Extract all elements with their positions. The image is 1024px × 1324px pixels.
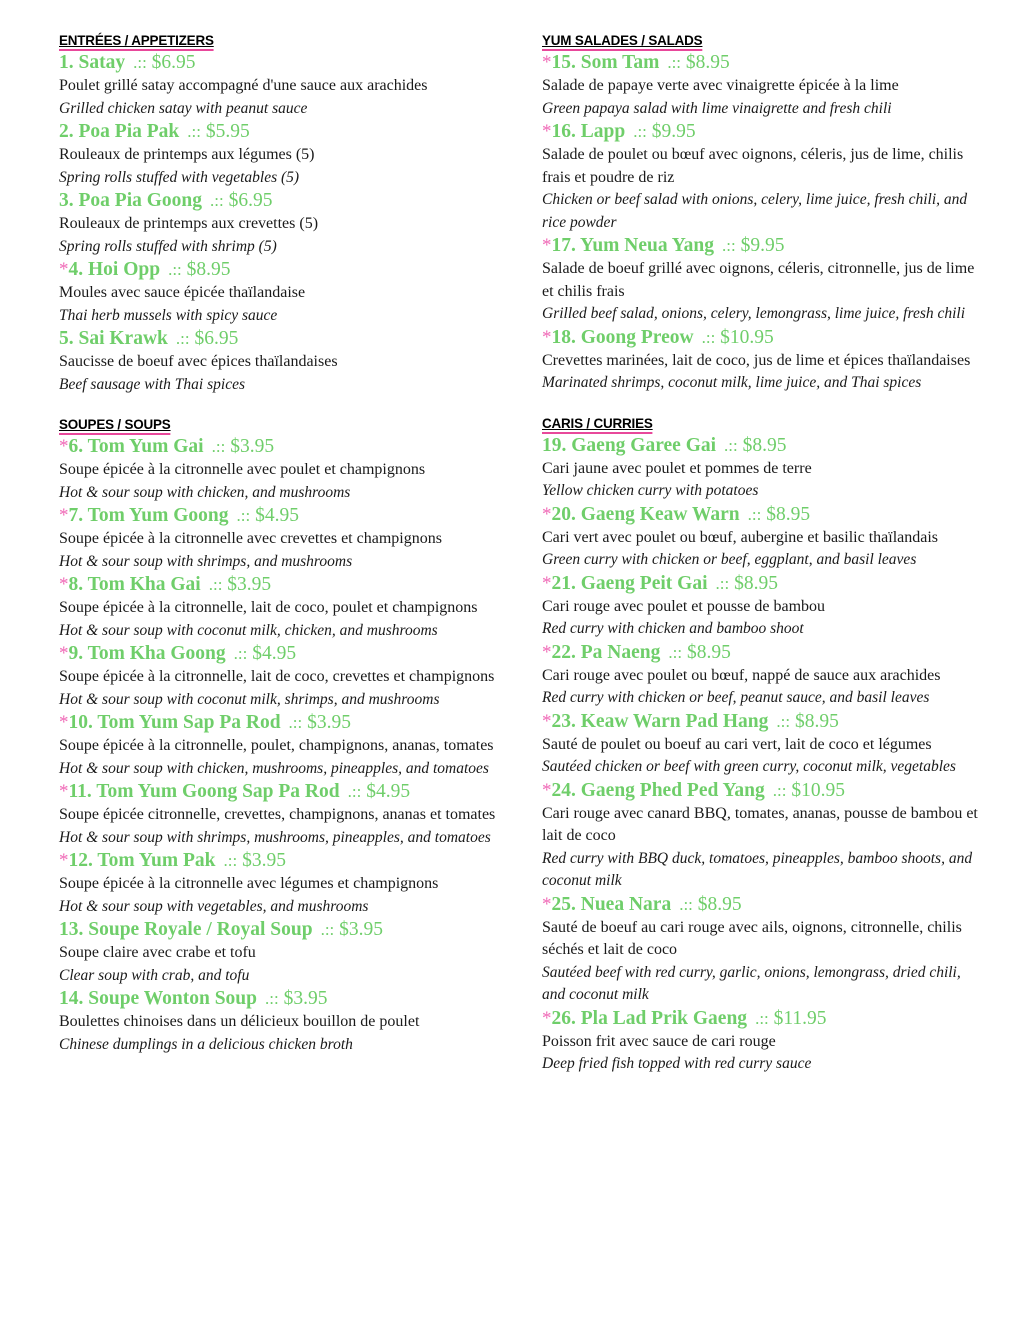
price-separator: .::: [724, 435, 738, 455]
menu-item: [542, 51, 982, 120]
item-description-en: Grilled chicken satay with peanut sauce: [59, 99, 308, 117]
price-separator: .::: [772, 780, 787, 800]
item-name: 14. Soupe Wonton Soup: [59, 988, 257, 1009]
item-description-fr: Sauté de boeuf au cari rouge avec ails, oignons, citronnelle, chilis séchés et lait de coco: [542, 918, 962, 958]
section-items: [59, 435, 499, 1056]
spicy-star-icon: *: [542, 503, 552, 525]
item-price: $3.95: [278, 988, 328, 1009]
menu-section: [59, 30, 499, 396]
item-title: [542, 503, 982, 527]
item-description-en: Red curry with chicken and bamboo shoot: [542, 620, 804, 637]
item-description-en: Chicken or beef salad with onions, celery, lime juice, fresh chili, and rice powder: [542, 191, 968, 231]
item-price: $10.95: [715, 326, 774, 348]
price-separator: .::: [667, 53, 682, 72]
item-name: 4. Hoi Opp: [68, 259, 161, 280]
item-description-en: Chinese dumplings in a delicious chicken broth: [59, 1035, 353, 1053]
item-price: $8.95: [729, 572, 778, 594]
item-title: [59, 642, 499, 666]
section-items: [59, 51, 499, 396]
price-separator: .::: [288, 713, 303, 732]
item-title: [542, 779, 982, 803]
item-title: [59, 327, 499, 351]
item-title: [542, 893, 982, 917]
item-description-en: Red curry with chicken or beef, peanut sauce, and basil leaves: [542, 689, 930, 706]
menu-item: [542, 1007, 982, 1076]
spicy-star-icon: *: [59, 505, 69, 526]
price-separator: .::: [679, 894, 693, 914]
item-description-fr: Soupe épicée à la citronnelle, lait de coco, poulet et champignons: [59, 599, 478, 616]
price-separator: .::: [208, 575, 223, 594]
item-title: [542, 572, 982, 596]
price-separator: .::: [133, 53, 147, 72]
item-title: [59, 435, 499, 459]
item-description-en: Hot & sour soup with shrimps, mushrooms, pineapples, and tomatoes: [59, 828, 491, 846]
item-title: [542, 51, 982, 75]
item-description-fr: Soupe épicée à la citronnelle avec crevettes et champignons: [59, 530, 442, 547]
item-name: 3. Poa Pia Goong: [59, 190, 203, 211]
price-separator: .::: [747, 504, 762, 524]
item-description-fr: Sauté de poulet ou boeuf au cari vert, lait de coco et légumes: [542, 735, 932, 753]
item-price: $8.95: [181, 259, 231, 280]
item-description-en: Marinated shrimps, coconut milk, lime juice, and Thai spices: [542, 374, 922, 391]
item-description-fr: Cari rouge avec canard BBQ, tomates, ananas, pousse de bambou et lait de coco: [542, 804, 978, 844]
spicy-star-icon: *: [59, 574, 69, 595]
item-description-fr: Salade de poulet ou bœuf avec oignons, céleris, jus de lime, chilis frais et poudre de riz: [542, 146, 964, 186]
menu-item: [59, 258, 499, 327]
price-separator: .::: [187, 122, 201, 141]
price-separator: .::: [236, 506, 251, 525]
menu-item: [59, 573, 499, 642]
item-description-fr: Cari jaune avec poulet et pommes de terre: [542, 459, 812, 477]
item-name: 12. Tom Yum Pak: [68, 850, 216, 871]
item-name: 24. Gaeng Phed Ped Yang: [551, 779, 765, 801]
item-price: $3.95: [334, 919, 384, 940]
section-title: ENTRÉES / APPETIZERS: [59, 31, 214, 51]
menu-item: [542, 234, 982, 326]
menu-item: [59, 642, 499, 711]
menu-item: [59, 918, 499, 987]
item-name: 10. Tom Yum Sap Pa Rod: [68, 712, 281, 733]
item-price: $4.95: [247, 643, 297, 664]
spicy-star-icon: *: [542, 235, 552, 256]
item-name: 26. Pla Lad Prik Gaeng: [551, 1007, 748, 1029]
item-name: 18. Goong Preow: [551, 326, 694, 348]
item-title: [59, 189, 499, 213]
item-description-en: Hot & sour soup with coconut milk, shrimps, and mushrooms: [59, 690, 440, 708]
menu-section: [542, 30, 982, 395]
price-separator: .::: [175, 329, 190, 348]
item-title: [542, 120, 982, 144]
menu-item: [542, 710, 982, 779]
menu-item: [542, 572, 982, 641]
item-name: 6. Tom Yum Gai: [68, 436, 204, 457]
spicy-star-icon: *: [59, 436, 69, 457]
item-description-fr: Crevettes marinées, lait de coco, jus de lime et épices thaïlandaises: [542, 351, 971, 369]
price-separator: .::: [320, 920, 335, 939]
item-price: $3.95: [222, 574, 272, 595]
item-name: 13. Soupe Royale / Royal Soup: [59, 919, 313, 940]
item-price: $3.95: [225, 436, 275, 457]
item-name: 11. Tom Yum Goong Sap Pa Rod: [68, 781, 340, 802]
item-price: $10.95: [786, 779, 845, 801]
item-price: $8.95: [761, 503, 811, 525]
item-price: $9.95: [735, 235, 785, 256]
item-description-en: Spring rolls stuffed with shrimp (5): [59, 237, 277, 255]
item-description-fr: Soupe épicée citronnelle, crevettes, champignons, ananas et tomates: [59, 806, 496, 823]
price-separator: .::: [776, 711, 791, 731]
spicy-star-icon: *: [542, 326, 552, 348]
price-separator: .::: [223, 851, 238, 870]
spicy-star-icon: *: [542, 1007, 552, 1029]
item-title: [59, 849, 499, 873]
menu-item: [59, 51, 499, 120]
item-title: [59, 780, 499, 804]
item-title: [542, 326, 982, 350]
item-description-en: Red curry with BBQ duck, tomatoes, pineapples, bamboo shoots, and coconut milk: [542, 849, 973, 889]
item-name: 1. Satay: [59, 52, 126, 73]
item-description-fr: Cari rouge avec poulet et pousse de bambou: [542, 597, 826, 615]
menu-item: [542, 120, 982, 234]
item-description-fr: Poisson frit avec sauce de cari rouge: [542, 1032, 776, 1050]
price-separator: .::: [347, 782, 362, 801]
price-separator: .::: [633, 122, 647, 141]
menu-section: [542, 413, 982, 1076]
price-separator: .::: [722, 236, 736, 255]
menu-item: [59, 711, 499, 780]
price-separator: .::: [668, 642, 683, 662]
spicy-star-icon: *: [542, 779, 552, 801]
item-description-fr: Poulet grillé satay accompagné d'une sauce aux arachides: [59, 77, 428, 94]
price-separator: .::: [264, 989, 279, 1008]
item-title: [59, 987, 499, 1011]
menu-item: [59, 189, 499, 258]
item-price: $9.95: [646, 121, 696, 142]
spicy-star-icon: *: [542, 710, 552, 732]
item-title: [542, 434, 982, 458]
item-description-en: Hot & sour soup with coconut milk, chicken, and mushrooms: [59, 621, 438, 639]
item-description-fr: Soupe épicée à la citronnelle, poulet, champignons, ananas, tomates: [59, 737, 494, 754]
item-price: $3.95: [237, 850, 286, 871]
menu-item: [542, 434, 982, 503]
item-description-en: Spring rolls stuffed with vegetables (5): [59, 168, 300, 186]
item-title: [59, 504, 499, 528]
spicy-star-icon: *: [59, 259, 69, 280]
price-separator: .::: [210, 191, 224, 210]
item-price: $5.95: [200, 121, 250, 142]
item-title: [542, 234, 982, 258]
item-description-en: Yellow chicken curry with potatoes: [542, 482, 759, 499]
item-title: [59, 258, 499, 282]
item-title: [59, 120, 499, 144]
item-name: 25. Nuea Nara: [551, 893, 672, 915]
item-description-en: Thai herb mussels with spicy sauce: [59, 306, 278, 324]
item-description-fr: Rouleaux de printemps aux crevettes (5): [59, 215, 319, 232]
price-separator: .::: [755, 1008, 769, 1028]
item-name: 15. Som Tam: [551, 52, 660, 73]
item-description-fr: Soupe épicée à la citronnelle avec légumes et champignons: [59, 875, 439, 892]
spicy-star-icon: *: [59, 643, 69, 664]
spicy-star-icon: *: [59, 712, 69, 733]
item-description-fr: Soupe épicée à la citronnelle avec poulet et champignons: [59, 461, 426, 478]
spicy-star-icon: *: [542, 121, 552, 142]
section-items: [542, 51, 982, 395]
item-name: 2. Poa Pia Pak: [59, 121, 180, 142]
item-name: 19. Gaeng Garee Gai: [542, 434, 717, 456]
price-separator: .::: [701, 327, 716, 347]
item-price: $3.95: [302, 712, 351, 733]
spicy-star-icon: *: [59, 850, 69, 871]
price-separator: .::: [168, 260, 182, 279]
item-description-en: Sautéed beef with red curry, garlic, onions, lemongrass, dried chili, and coconut milk: [542, 963, 961, 1003]
item-price: $8.95: [692, 893, 742, 915]
menu-item: [542, 779, 982, 893]
item-title: [542, 641, 982, 665]
menu-item: [542, 641, 982, 710]
item-title: [542, 1007, 982, 1031]
spicy-star-icon: *: [542, 893, 552, 915]
item-name: 20. Gaeng Keaw Warn: [551, 503, 740, 525]
section-title: CARIS / CURRIES: [542, 414, 653, 434]
item-description-fr: Boulettes chinoises dans un délicieux bouillon de poulet: [59, 1013, 420, 1030]
item-description-en: Hot & sour soup with vegetables, and mushrooms: [59, 897, 369, 915]
item-price: $8.95: [682, 641, 731, 663]
menu-section: [59, 414, 499, 1056]
item-title: [542, 710, 982, 734]
item-description-en: Hot & sour soup with chicken, mushrooms, pineapples, and tomatoes: [59, 759, 489, 777]
item-title: [59, 573, 499, 597]
menu-item: [542, 893, 982, 1007]
item-name: 16. Lapp: [551, 121, 626, 142]
item-title: [59, 711, 499, 735]
item-description-fr: Moules avec sauce épicée thaïlandaise: [59, 284, 306, 301]
menu-item: [59, 849, 499, 918]
section-items: [542, 434, 982, 1076]
item-description-en: Clear soup with crab, and tofu: [59, 966, 250, 984]
menu-item: [59, 987, 499, 1056]
item-name: 21. Gaeng Peit Gai: [551, 572, 708, 594]
price-separator: .::: [233, 644, 248, 663]
spicy-star-icon: *: [542, 52, 552, 73]
section-title: SOUPES / SOUPS: [59, 415, 171, 435]
item-name: 5. Sai Krawk: [59, 328, 168, 349]
item-name: 9. Tom Kha Goong: [68, 643, 226, 664]
item-price: $4.95: [250, 505, 299, 526]
item-description-fr: Salade de papaye verte avec vinaigrette épicée à la lime: [542, 77, 899, 94]
item-description-en: Green curry with chicken or beef, eggplant, and basil leaves: [542, 551, 917, 568]
item-description-en: Sautéed chicken or beef with green curry, coconut milk, vegetables: [542, 758, 956, 775]
left-column: [59, 30, 499, 1056]
right-column: [542, 30, 982, 1076]
item-price: $8.95: [790, 710, 839, 732]
item-name: 17. Yum Neua Yang: [551, 235, 715, 256]
item-description-en: Beef sausage with Thai spices: [59, 375, 245, 393]
item-description-en: Deep fried fish topped with red curry sauce: [542, 1055, 812, 1072]
item-title: [59, 918, 499, 942]
item-price: $6.95: [146, 52, 196, 73]
price-separator: .::: [211, 437, 226, 456]
item-description-fr: Salade de boeuf grillé avec oignons, céleris, citronnelle, jus de lime et chilis frais: [542, 260, 975, 300]
menu-item: [542, 503, 982, 572]
menu-item: [59, 327, 499, 396]
spicy-star-icon: *: [542, 572, 552, 594]
item-title: [59, 51, 499, 75]
item-name: 8. Tom Kha Gai: [68, 574, 201, 595]
spicy-star-icon: *: [59, 781, 69, 802]
item-price: $8.95: [737, 434, 787, 456]
item-description-en: Grilled beef salad, onions, celery, lemongrass, lime juice, fresh chili: [542, 305, 966, 322]
item-description-en: Hot & sour soup with shrimps, and mushrooms: [59, 552, 353, 570]
item-description-fr: Cari vert avec poulet ou bœuf, aubergine et basilic thaïlandais: [542, 528, 939, 546]
item-price: $11.95: [768, 1007, 827, 1029]
item-description-fr: Soupe épicée à la citronnelle, lait de coco, crevettes et champignons: [59, 668, 495, 685]
item-price: $8.95: [681, 52, 730, 73]
item-price: $4.95: [361, 781, 411, 802]
spicy-star-icon: *: [542, 641, 552, 663]
item-description-fr: Soupe claire avec crabe et tofu: [59, 944, 256, 961]
item-description-en: Hot & sour soup with chicken, and mushrooms: [59, 483, 351, 501]
menu-item: [59, 780, 499, 849]
menu-item: [59, 120, 499, 189]
item-price: $6.95: [189, 328, 239, 349]
menu-item: [59, 504, 499, 573]
item-name: 23. Keaw Warn Pad Hang: [551, 710, 769, 732]
item-description-fr: Cari rouge avec poulet ou bœuf, nappé de sauce aux arachides: [542, 666, 941, 684]
section-title: YUM SALADES / SALADS: [542, 31, 702, 51]
item-description-fr: Rouleaux de printemps aux légumes (5): [59, 146, 315, 163]
item-name: 22. Pa Naeng: [551, 641, 661, 663]
menu-item: [542, 326, 982, 395]
menu-item: [59, 435, 499, 504]
price-separator: .::: [715, 573, 730, 593]
item-description-fr: Saucisse de boeuf avec épices thaïlandaises: [59, 353, 338, 370]
item-description-en: Green papaya salad with lime vinaigrette and fresh chili: [542, 99, 892, 117]
item-price: $6.95: [223, 190, 273, 211]
item-name: 7. Tom Yum Goong: [68, 505, 229, 526]
